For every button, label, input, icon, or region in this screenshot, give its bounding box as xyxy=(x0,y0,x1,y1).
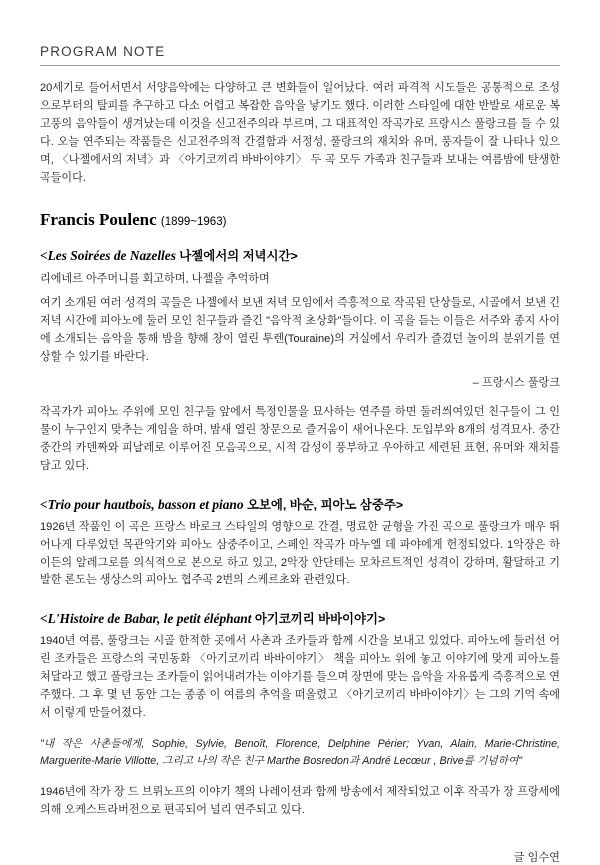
intro-paragraph: 20세기로 들어서면서 서양음악에는 다양하고 큰 변화들이 일어났다. 여러 파격적 시도들은 공통적으로 조성으로부터의 탈피를 추구하고 다소 어렵고 복잡한 음악을 낳기도 했다. 이러한 스타일에 대한 반발로 새로운 복고풍의 음악들이 생겨났는데 이것을 신고전주의라 부르며, 그 대표적인 작곡가로 프랑시스 풀랑크를 들 수 있다. 오늘 연주되는 작품들은 신고전주의적 간결함과 서정성, 풀랑크의 재치와 유머, 풍자들이 잘 나타나 있으며, 〈나젤에서의 저녁〉과 〈아기코끼리 바바이야기〉 두 곡 모두 가족과 친구들과 보내는 여름밤에 탄생한 곡들이다. xyxy=(40,82,560,184)
work-2-paragraph-1: 1926년 작품인 이 곡은 프랑스 바로크 스타일의 영향으로 간결, 명료한 균형을 가진 곡으로 풀랑크가 매우 뛰어나게 다루었던 목관악기와 피아노 삼중주이고, 스페인 작곡가 마누엘 데 파야에게 헌정되었다. 1악장은 하이든의 알레그로를 의식적으로 본으로 하고 있고, 2악장 안단테는 모차르트적인 성격이 강하며, 활달하고 기발한 론도는 생상스의 피아노 협주곡 2번의 스케르초와 관련있다. xyxy=(40,520,560,587)
work-title-3 xyxy=(40,609,560,627)
work-title-2 xyxy=(40,495,560,513)
composer-name: Francis Poulenc xyxy=(40,209,157,229)
work-title-1-korean: 나젤에서의 저녁시간> xyxy=(179,248,298,263)
work-title-3-korean: 아기코끼리 바바이야기> xyxy=(254,612,386,627)
work-title-1 xyxy=(40,246,560,264)
work-3-paragraph-1: 1940년 여름, 풀랑크는 시골 한적한 곳에서 사촌과 조카들과 함께 시간을 보내고 있었다. 피아노에 둘러선 어린 조카들은 프랑스의 국민동화 〈아기코끼리 바바이야기〉 책을 피아노 위에 놓고 이야기에 맞게 피아노를 쳐달라고 했고 풀랑크는 조카들이 읽어내려가는 이야기를 들으며 장면에 맞는 음악을 자유롭게 즉흥적으로 연주했다. 그 후 몇 년 동안 그는 종종 이 여름의 추억을 떠올렸고 〈아기코끼리 바바이야기〉는 그의 기억 속에서 이렇게 만들어졌다. xyxy=(40,635,560,720)
work-1-paragraph-1: 여기 소개된 여러 성격의 곡들은 나젤에서 보낸 저녁 모임에서 즉흥적으로 작곡된 단상들로, 시골에서 보낸 긴 저녁 시간에 피아노에 둘러 모인 친구들과 즐긴 "음악적 초상화"들이다. 이 곡을 듣는 이들은 서주와 종지 사이에 소개되는 음악을 통해 밤을 향해 창이 열린 투렌(Touraine)의 거실에서 우리가 즐겼던 놀이의 분위기를 연상할 수 있기를 바란다. xyxy=(40,296,560,363)
composer-years: (1899~1963) xyxy=(160,215,227,228)
work-3-closing: 1946년에 작가 장 드 브뤼노프의 이야기 책의 나레이션과 함께 방송에서 제작되었고 이후 작곡가 장 프랑세에 의해 오케스트라버전으로 편곡되어 널리 연주되고 있다. xyxy=(40,785,560,816)
title-divider xyxy=(40,65,560,66)
work-title-3-original: <L'Histoire de Babar, le petit éléphant xyxy=(40,611,252,627)
work-title-1-original: <Les Soirées de Nazelles xyxy=(40,247,176,263)
work-3-dedication: "내 작은 사촌들에게, Sophie, Sylvie, Benoît, Florence, Delphine Périer; Yvan, Alain, Marie-Christine, Marguerite-Marie Villotte, 그리고 나의 작은 친구 Marthe Bosredon과 André Lecœur , Brive를 기념하여" xyxy=(40,738,560,768)
composer-heading xyxy=(40,210,560,230)
work-1-paragraph-2: 작곡가가 피아노 주위에 모인 친구들 앞에서 특정인물을 묘사하는 연주를 하면 둘러씌여있던 친구들이 그 인물이 누구인지 맞추는 게임을 하며, 밤새 열린 창문으로 즐거움이 새어나온다. 도입부와 8개의 성격묘사. 중간중간의 카덴짜와 피날레로 이루어진 모음곡으로, 시적 감성이 풍부하고 우아하고 세련된 표현, 유머와 재치를 담고 있다. xyxy=(40,405,560,472)
work-title-2-original: <Trio pour hautbois, basson et piano xyxy=(40,496,244,512)
page-title: PROGRAM NOTE xyxy=(40,44,166,59)
author-signature: 글 임수연 xyxy=(513,852,560,865)
work-title-2-korean: 오보에, 바순, 피아노 삼중주> xyxy=(246,497,404,512)
work-1-attribution: – 프랑시스 풀랑크 xyxy=(472,376,560,389)
work-subtitle-1: 리에네르 아주머니를 회고하며, 나젤을 추억하며 xyxy=(40,272,270,285)
